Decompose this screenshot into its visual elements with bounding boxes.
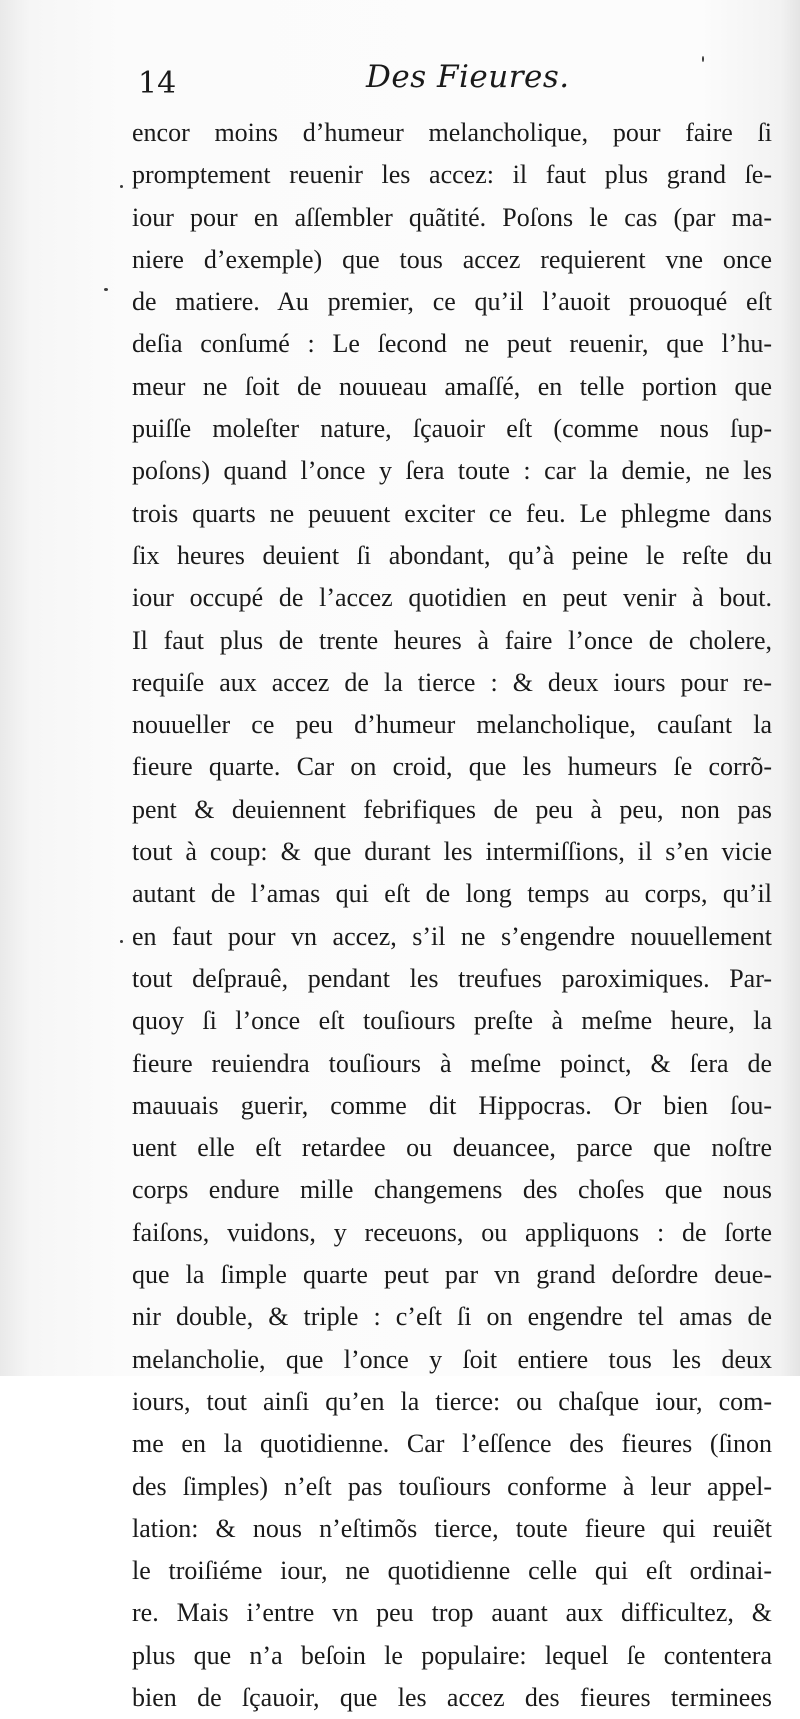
text-line: melancholie, que l’once y ſoit entiere tous les deux xyxy=(132,1344,772,1374)
text-line: niere d’exemple) que tous accez requierent vne once xyxy=(132,244,772,274)
text-line: nouueller ce peu d’humeur melancholique, cauſant la xyxy=(132,710,772,740)
text-line: tout à coup: & que durant les intermiſſions, il s’en vicie xyxy=(132,837,772,867)
text-line: promptement reuenir les accez: il faut plus grand ſe- xyxy=(132,160,772,190)
text-line: bien de ſçauoir, que les accez des fieures terminees xyxy=(132,1682,772,1712)
text-line: tout deſprauê, pendant les treufues paroximiques. Par- xyxy=(132,963,772,993)
text-line: poſons) quand l’once y ſera toute : car la demie, ne les xyxy=(132,456,772,486)
text-line: deſia conſumé : Le ſecond ne peut reuenir, que l’hu- xyxy=(132,329,772,359)
text-line: nir double, & triple : c’eſt ſi on engendre tel amas de xyxy=(132,1302,772,1332)
text-line: me en la quotidienne. Car l’eſſence des fieures (ſinon xyxy=(132,1429,772,1459)
text-line: plus que n’a beſoin le populaire: lequel ſe contentera xyxy=(132,1640,772,1670)
text-line: fieure reuiendra touſiours à meſme poinct, & ſera de xyxy=(132,1048,772,1078)
text-line: faiſons, vuidons, y receuons, ou appliquons : de ſorte xyxy=(132,1217,772,1247)
text-line: le troiſiéme iour, ne quotidienne celle qui eſt ordinai- xyxy=(132,1556,772,1586)
text-line: des ſimples) n’eſt pas touſiours conforme à leur appel- xyxy=(132,1471,772,1501)
text-line: trois quarts ne peuuent exciter ce feu. Le phlegme dans xyxy=(132,498,772,528)
ink-speck xyxy=(104,288,108,291)
text-line: Il faut plus de trente heures à faire l’once de cholere, xyxy=(132,625,772,655)
text-line: corps endure mille changemens des choſes que nous xyxy=(132,1175,772,1205)
text-line: requiſe aux accez de la tierce : & deux iours pour re- xyxy=(132,667,772,697)
text-line: meur ne ſoit de nouueau amaſſé, en telle portion que xyxy=(132,371,772,401)
text-line: quoy ſi l’once eſt touſiours preſte à meſme heure, la xyxy=(132,1006,772,1036)
ink-speck xyxy=(120,940,123,943)
ink-speck xyxy=(120,185,123,188)
text-line: iour occupé de l’accez quotidien en peut venir à bout. xyxy=(132,583,772,613)
page-number: 14 xyxy=(138,66,177,101)
text-line: encor moins d’humeur melancholique, pour faire ſi xyxy=(132,118,772,147)
text-line: fieure quarte. Car on croid, que les humeurs ſe corrõ- xyxy=(132,752,772,782)
running-title: Des Fieures. xyxy=(366,59,570,95)
ink-speck xyxy=(702,56,704,62)
text-line: iour pour en aſſembler quãtité. Poſons le cas (par ma- xyxy=(132,202,772,232)
text-line: en faut pour vn accez, s’il ne s’engendre nouuellement xyxy=(132,921,772,951)
text-line: mauuais guerir, comme dit Hippocras. Or bien ſou- xyxy=(132,1090,772,1120)
text-line: lation: & nous n’eſtimõs tierce, toute fieure qui reuiẽt xyxy=(132,1513,772,1543)
text-line: que la ſimple quarte peut par vn grand deſordre deue- xyxy=(132,1260,772,1290)
text-line: de matiere. Au premier, ce qu’il l’auoit prouoqué eſt xyxy=(132,287,772,317)
text-line: pent & deuiennent febrifiques de peu à peu, non pas xyxy=(132,794,772,824)
text-line: ſix heures deuient ſi abondant, qu’à peine le reſte du xyxy=(132,540,772,570)
text-line: re. Mais i’entre vn peu trop auant aux difficultez, & xyxy=(132,1598,772,1628)
text-line: iours, tout ainſi qu’en la tierce: ou chaſque iour, com- xyxy=(132,1386,772,1416)
text-line: autant de l’amas qui eſt de long temps au corps, qu’il xyxy=(132,879,772,909)
text-line: uent elle eſt retardee ou deuancee, parce que noſtre xyxy=(132,1133,772,1163)
text-line: puiſſe moleſter nature, ſçauoir eſt (comme nous ſup- xyxy=(132,414,772,444)
body-text xyxy=(132,112,772,1719)
